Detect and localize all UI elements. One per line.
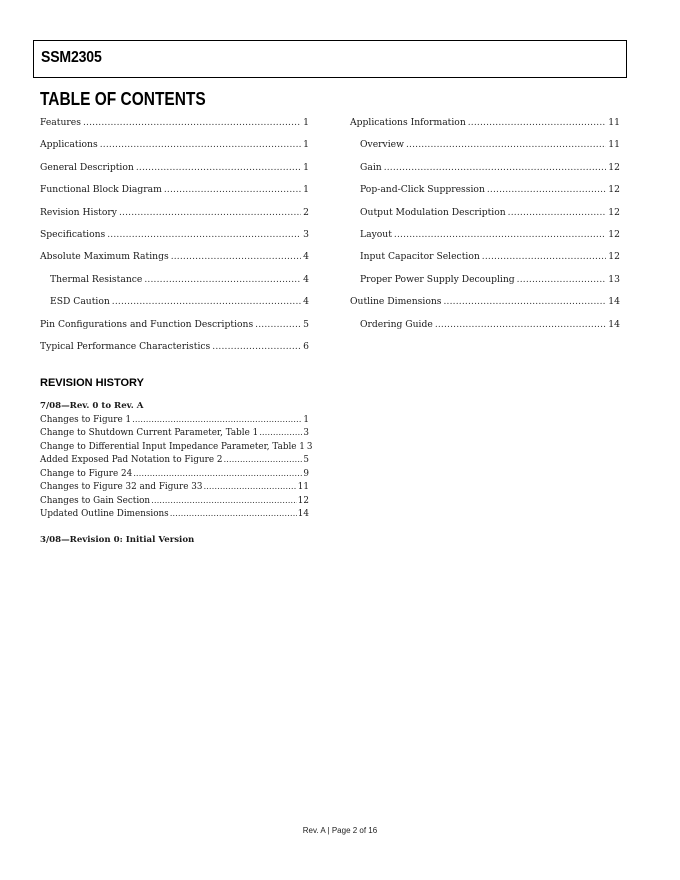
revision-change-label: Added Exposed Pad Notation to Figure 2 (40, 455, 223, 465)
toc-entry-label: Gain (360, 161, 382, 173)
toc-title: TABLE OF CONTENTS (40, 89, 206, 109)
toc-entry[interactable] (350, 269, 620, 291)
revision-change-line (40, 481, 309, 495)
toc-entry[interactable] (40, 134, 309, 156)
toc-entry-label: Features (40, 117, 81, 128)
revision-change-line (40, 441, 313, 455)
toc-entry[interactable] (40, 179, 309, 201)
toc-entry-label: Specifications (40, 228, 106, 240)
toc-entry[interactable] (40, 224, 309, 246)
toc-entry-page: 5 (303, 318, 309, 330)
toc-entry[interactable] (350, 314, 620, 336)
toc-leader-dots (171, 246, 301, 268)
toc-leader-dots (487, 179, 606, 201)
toc-entry-label: Outline Dimensions (350, 296, 442, 308)
toc-entry-page: 14 (608, 318, 620, 330)
toc-entry-page: 12 (608, 184, 620, 196)
page-footer: Rev. A | Page 2 of 16 (302, 826, 378, 835)
toc-leader-dots (406, 134, 606, 156)
toc-entry-page: 1 (303, 117, 309, 128)
toc-right-column (350, 112, 620, 336)
toc-entry-label: Pop-and-Click Suppression (360, 184, 485, 196)
revision-history-heading: REVISION HISTORY (40, 377, 144, 389)
toc-entry-page: 2 (303, 206, 309, 218)
toc-entry[interactable] (40, 314, 309, 336)
toc-leader-dots (443, 291, 606, 313)
toc-entry-page: 12 (608, 228, 620, 240)
toc-entry[interactable] (40, 112, 309, 134)
toc-entry[interactable] (40, 246, 309, 268)
toc-entry-page: 12 (608, 161, 620, 173)
toc-entry[interactable] (40, 291, 309, 313)
toc-entry-label: Absolute Maximum Ratings (40, 251, 169, 263)
part-number: SSM2305 (41, 49, 102, 66)
toc-entry-label: Proper Power Supply Decoupling (360, 273, 515, 285)
toc-leader-dots (255, 314, 301, 336)
toc-leader-dots (107, 224, 301, 246)
revision-change-page: 11 (297, 482, 309, 492)
toc-entry-page: 12 (608, 251, 620, 263)
toc-leader-dots (482, 246, 607, 268)
toc-entry-page: 11 (608, 139, 620, 151)
toc-entry[interactable] (40, 157, 309, 179)
toc-entry[interactable] (350, 157, 620, 179)
toc-entry-label: ESD Caution (50, 296, 110, 308)
revision-change-label: Change to Shutdown Current Parameter, Table 1 (40, 428, 259, 438)
revision-change-line (40, 414, 309, 428)
toc-entry-page: 1 (303, 139, 309, 151)
toc-entry-page: 14 (608, 296, 620, 308)
revision-change-line (40, 427, 309, 441)
revision-version: 3/08—Revision 0: Initial Version (40, 535, 195, 545)
toc-entry-label: Overview (360, 139, 404, 151)
revision-change-page: 12 (297, 495, 309, 506)
revision-change-list (40, 414, 313, 522)
toc-entry[interactable] (40, 336, 309, 358)
toc-entry-label: Typical Performance Characteristics (40, 340, 211, 352)
revision-change-label: Changes to Figure 32 and Figure 33 (40, 482, 203, 492)
revision-leader-dots (151, 495, 297, 509)
revision-leader-dots (132, 414, 302, 428)
toc-entry-label: General Description (40, 161, 134, 173)
toc-leader-dots (112, 291, 301, 313)
toc-entry-page: 11 (608, 117, 620, 128)
toc-entry[interactable] (350, 224, 620, 246)
toc-entry-label: Ordering Guide (360, 318, 433, 330)
toc-entry-label: Pin Configurations and Function Descriptions (40, 318, 254, 330)
revision-change-page: 9 (303, 468, 309, 479)
toc-entry-label: Functional Block Diagram (40, 184, 162, 196)
toc-leader-dots (508, 202, 607, 224)
toc-entry[interactable] (350, 112, 620, 134)
toc-entry-label: Input Capacitor Selection (360, 251, 480, 263)
revision-leader-dots (133, 468, 302, 482)
toc-entry-label: Thermal Resistance (50, 273, 143, 285)
toc-leader-dots (164, 179, 301, 201)
toc-entry[interactable] (350, 291, 620, 313)
revision-change-label: Changes to Gain Section (40, 495, 151, 506)
revision-change-page: 3 (303, 428, 309, 438)
toc-entry-page: 13 (608, 273, 620, 285)
toc-entry-page: 4 (303, 296, 309, 308)
toc-entry-page: 4 (303, 273, 309, 285)
toc-entry-label: Applications Information (350, 117, 466, 128)
toc-leader-dots (119, 202, 301, 224)
revision-change-line (40, 454, 309, 468)
toc-leader-dots (468, 112, 607, 134)
revision-change-label: Changes to Figure 1 (40, 414, 132, 425)
header-box (33, 40, 627, 78)
toc-entry-page: 1 (303, 161, 309, 173)
revision-leader-dots (203, 481, 296, 495)
toc-entry-page: 12 (608, 206, 620, 218)
revision-block-rev-a (40, 400, 313, 522)
toc-entry[interactable] (350, 179, 620, 201)
toc-leader-dots (517, 269, 607, 291)
toc-entry-label: Output Modulation Description (360, 206, 506, 218)
toc-entry[interactable] (350, 134, 620, 156)
revision-leader-dots (259, 427, 302, 441)
toc-leader-dots (100, 134, 301, 156)
toc-left-column (40, 112, 309, 358)
revision-change-label: Updated Outline Dimensions (40, 509, 169, 519)
revision-change-page: 5 (303, 455, 309, 465)
toc-entry-label: Layout (360, 228, 392, 240)
revision-change-line (40, 468, 309, 482)
revision-change-page: 3 (306, 441, 313, 452)
revision-change-label: Change to Differential Input Impedance Parameter, Table 1 (40, 441, 305, 452)
toc-entry-label: Applications (40, 139, 98, 151)
toc-entry[interactable] (350, 246, 620, 268)
toc-leader-dots (83, 112, 301, 134)
revision-change-line (40, 508, 309, 522)
toc-entry-label: Revision History (40, 206, 117, 218)
revision-change-page: 1 (303, 414, 309, 425)
revision-leader-dots (223, 454, 302, 468)
revision-leader-dots (170, 508, 297, 522)
toc-entry-page: 1 (303, 184, 309, 196)
toc-leader-dots (384, 157, 607, 179)
toc-leader-dots (144, 269, 301, 291)
toc-entry-page: 3 (303, 228, 309, 240)
toc-leader-dots (136, 157, 301, 179)
toc-entry[interactable] (40, 202, 309, 224)
toc-entry-page: 4 (303, 251, 309, 263)
revision-change-line (40, 495, 309, 509)
toc-entry-page: 6 (303, 340, 309, 352)
toc-entry[interactable] (350, 202, 620, 224)
revision-change-label: Change to Figure 24 (40, 468, 133, 479)
revision-version: 7/08—Rev. 0 to Rev. A (40, 401, 144, 411)
toc-leader-dots (394, 224, 606, 246)
revision-block-rev-0 (40, 534, 309, 548)
toc-leader-dots (212, 336, 301, 358)
toc-leader-dots (435, 314, 606, 336)
revision-change-page: 14 (297, 509, 309, 519)
toc-entry[interactable] (40, 269, 309, 291)
